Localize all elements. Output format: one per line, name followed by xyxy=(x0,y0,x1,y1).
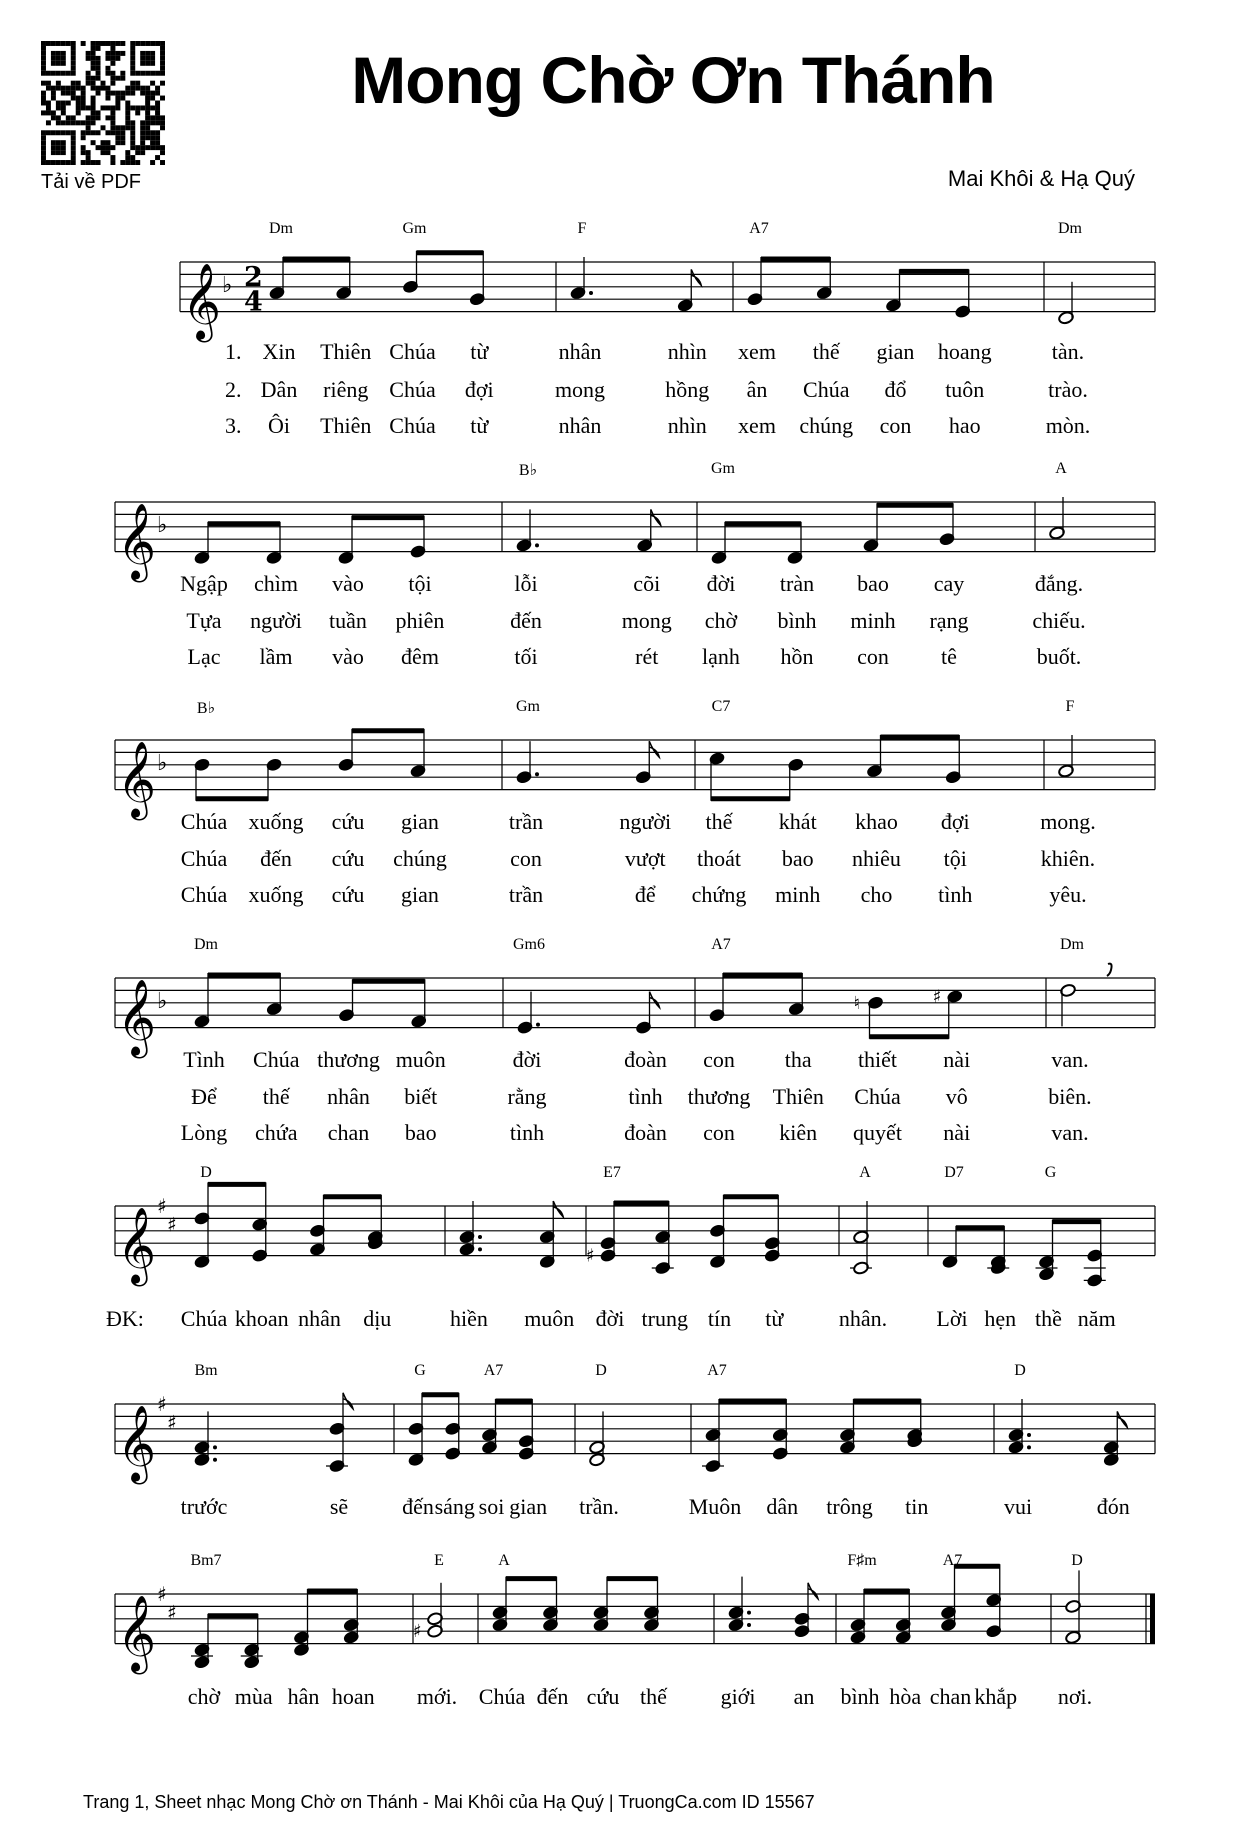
lyric-word: Chúa xyxy=(803,377,850,402)
verse-number: 2. xyxy=(225,377,242,402)
dot-icon xyxy=(478,1235,482,1239)
lyric-word: đến xyxy=(260,846,292,871)
flag-icon xyxy=(1117,1411,1127,1427)
lyric-word: Tựa xyxy=(186,608,222,633)
dot-icon xyxy=(213,1458,217,1462)
lyric-word: chúng xyxy=(393,846,447,871)
lyric-word: Để xyxy=(191,1084,217,1109)
lyric-word: xuống xyxy=(248,809,304,834)
lyric-word: mong. xyxy=(1040,809,1096,834)
lyric-word: nhìn xyxy=(667,339,707,364)
flat-key-signature-icon: ♭ xyxy=(157,750,168,776)
lyric-word: tình xyxy=(628,1084,663,1109)
lyric-word: vượt xyxy=(624,846,666,871)
lyric-word: Chúa xyxy=(389,339,436,364)
lyric-word: chờ xyxy=(187,1684,221,1709)
lyric-word: cứu xyxy=(586,1684,620,1709)
flag-icon xyxy=(651,509,661,525)
flag-icon xyxy=(650,992,660,1008)
chord-symbol: Gm xyxy=(711,459,735,477)
sharp-key-signature-icon: ♯ xyxy=(167,1212,177,1237)
treble-clef-icon: 𝄞 xyxy=(182,262,222,340)
chord-symbol: G xyxy=(414,1361,426,1379)
dot-icon xyxy=(589,291,593,295)
lyric-word: khát xyxy=(778,809,817,834)
lyric-word: tối xyxy=(514,644,538,669)
lyric-word: đợi xyxy=(464,377,494,402)
lyric-word: mong xyxy=(554,377,606,402)
lyric-word: xem xyxy=(738,413,776,438)
chord-symbol: B♭ xyxy=(196,699,216,717)
chord-symbol: F xyxy=(1065,697,1075,715)
lyric-word: hồng xyxy=(665,377,710,402)
treble-clef-icon: 𝄞 xyxy=(117,502,157,580)
lyric-word: tha xyxy=(784,1047,812,1072)
lyric-word: đợi xyxy=(940,809,970,834)
lyric-word: biết xyxy=(404,1084,438,1109)
dot-icon xyxy=(1027,1433,1031,1437)
chord-symbol: Dm xyxy=(269,219,293,237)
lyric-word: xem xyxy=(738,339,776,364)
dot-icon xyxy=(213,1445,217,1449)
sharp-key-signature-icon: ♯ xyxy=(167,1600,177,1625)
lyric-word: Muôn xyxy=(688,1494,742,1519)
chord-symbol: C7 xyxy=(711,697,731,715)
chord-symbol: A xyxy=(859,1163,871,1181)
chord-symbol: Gm6 xyxy=(513,935,545,953)
lyric-word: Thiên xyxy=(320,339,372,364)
sharp-key-signature-icon: ♯ xyxy=(157,1392,167,1416)
lyric-word: van. xyxy=(1051,1047,1089,1072)
lyric-word: Thiên xyxy=(320,413,372,438)
lyric-word: từ xyxy=(765,1306,784,1331)
lyric-word: năm xyxy=(1077,1306,1116,1331)
lyric-word: thế xyxy=(262,1084,290,1109)
download-pdf-link[interactable]: Tải về PDF xyxy=(41,171,142,193)
lyric-word: muôn xyxy=(524,1306,575,1331)
lyric-word: gian xyxy=(876,339,915,364)
lyric-word: chúng xyxy=(799,413,854,438)
lyric-word: mong xyxy=(621,608,672,633)
chord-symbol: A xyxy=(498,1551,510,1569)
lyric-word: ân xyxy=(746,377,768,402)
lyric-word: sẽ xyxy=(329,1494,349,1519)
dot-icon xyxy=(536,1023,540,1027)
lyric-word: lạnh xyxy=(702,644,740,669)
chord-symbol: A7 xyxy=(942,1551,963,1569)
lyric-word: an xyxy=(793,1684,815,1709)
lyric-word: trần xyxy=(508,809,544,834)
accidental-icon: ♯ xyxy=(932,986,942,1008)
lyric-word: dân xyxy=(766,1494,799,1519)
lyric-word: tràn xyxy=(779,571,815,596)
flat-key-signature-icon: ♭ xyxy=(157,988,168,1014)
lyric-word: van. xyxy=(1051,1120,1089,1145)
lyric-word: riêng xyxy=(323,377,369,402)
lyric-word: thương xyxy=(317,1047,380,1072)
lyric-word: thế xyxy=(705,809,733,834)
lyric-word: vào xyxy=(332,571,364,596)
lyric-word: người xyxy=(250,608,302,633)
dot-icon xyxy=(535,543,539,547)
lyric-word: tình xyxy=(938,882,973,907)
lyric-word: Lòng xyxy=(180,1120,228,1145)
lyric-word: nhân. xyxy=(838,1306,888,1331)
lyric-word: đến xyxy=(510,608,542,633)
lyric-word: Dân xyxy=(260,377,298,402)
lyric-word: quyết xyxy=(853,1120,902,1145)
lyric-word: Chúa xyxy=(180,809,228,834)
lyric-word: bao xyxy=(781,846,814,871)
lyric-word: hân xyxy=(287,1684,320,1709)
lyric-word: chan xyxy=(929,1684,972,1709)
lyric-word: đến xyxy=(402,1494,434,1519)
flag-icon xyxy=(649,741,659,757)
chord-symbol: Bm7 xyxy=(190,1551,222,1569)
breath-mark-icon xyxy=(1107,964,1112,976)
lyric-word: trông xyxy=(826,1494,873,1519)
lyric-word: nhân xyxy=(298,1306,341,1331)
lyric-word: mới. xyxy=(416,1684,458,1709)
lyric-word: khoan xyxy=(234,1306,289,1331)
lyric-word: Chúa xyxy=(180,1306,228,1331)
treble-clef-icon: 𝄞 xyxy=(117,740,157,818)
lyric-word: đêm xyxy=(401,644,439,669)
lyric-word: Chúa xyxy=(389,377,436,402)
lyric-word: con xyxy=(703,1120,735,1145)
flag-icon xyxy=(691,269,701,285)
lyric-word: con xyxy=(857,644,889,669)
lyric-word: gian xyxy=(509,1494,548,1519)
lyric-word: rạng xyxy=(929,608,969,633)
lyric-word: hòa xyxy=(889,1684,922,1709)
lyric-word: bình xyxy=(840,1684,880,1709)
lyric-word: tê xyxy=(941,644,957,669)
lyric-word: Chúa xyxy=(854,1084,901,1109)
page-footer: Trang 1, Sheet nhạc Mong Chờ ơn Thánh - Mai Khôi của Hạ Quý | TruongCa.com ID 15567 xyxy=(83,1792,815,1812)
lyric-word: cõi xyxy=(633,571,661,596)
lyric-word: hoan xyxy=(331,1684,375,1709)
lyric-word: đổ xyxy=(884,377,907,402)
chord-symbol: A7 xyxy=(707,1361,727,1379)
lyric-word: bao xyxy=(857,571,889,596)
lyric-word: vui xyxy=(1003,1494,1033,1519)
chord-symbol: A7 xyxy=(483,1361,504,1379)
lyric-word: yêu. xyxy=(1049,882,1087,907)
lyric-word: khắp xyxy=(974,1684,1018,1709)
chord-symbol: A7 xyxy=(711,935,731,953)
lyric-word: chứa xyxy=(255,1120,298,1145)
lyric-word: Ngập xyxy=(180,571,228,596)
flat-key-signature-icon: ♭ xyxy=(222,272,233,298)
chord-symbol: F♯m xyxy=(847,1551,877,1569)
lyric-word: trần. xyxy=(579,1494,619,1519)
lyric-word: cứu xyxy=(331,846,365,871)
flag-icon xyxy=(553,1201,563,1217)
time-signature-numerator: 2 xyxy=(244,261,263,293)
lyric-word: hẹn xyxy=(984,1306,1017,1331)
lyric-word: minh xyxy=(850,608,896,633)
lyric-word: hiền xyxy=(450,1306,488,1331)
lyric-word: đời xyxy=(595,1306,625,1331)
lyric-word: kiên xyxy=(779,1120,818,1145)
lyric-word: đón xyxy=(1096,1494,1130,1519)
sharp-key-signature-icon: ♯ xyxy=(157,1582,167,1606)
dot-icon xyxy=(535,772,539,776)
lyric-word: trào. xyxy=(1048,377,1088,402)
lyric-word: tín xyxy=(707,1306,732,1331)
lyric-word: muôn xyxy=(395,1047,446,1072)
chord-symbol: A xyxy=(1055,459,1067,477)
lyric-word: dịu xyxy=(363,1306,392,1331)
lyric-word: gian xyxy=(401,809,439,834)
lyric-word: chứng xyxy=(691,882,747,907)
lyric-word: xuống xyxy=(248,882,304,907)
lyric-word: Chúa xyxy=(478,1684,526,1709)
lyric-word: tình xyxy=(509,1120,545,1145)
lyric-word: đắng. xyxy=(1034,571,1084,596)
lyric-word: từ xyxy=(470,413,489,438)
dot-icon xyxy=(747,1611,751,1615)
lyric-word: thiết xyxy=(857,1047,898,1072)
composer: Mai Khôi & Hạ Quý xyxy=(947,166,1135,191)
lyric-word: từ xyxy=(470,339,489,364)
lyric-word: bao xyxy=(404,1120,437,1145)
treble-clef-icon: 𝄞 xyxy=(117,1404,157,1482)
lyric-word: tội xyxy=(408,571,432,596)
lyric-word: Chúa xyxy=(180,882,228,907)
lyric-word: bình xyxy=(777,608,817,633)
lyric-word: thề xyxy=(1035,1306,1062,1331)
lyric-word: để xyxy=(634,882,656,907)
lyric-word: con xyxy=(879,413,912,438)
lyric-word: tuôn xyxy=(945,377,985,402)
final-barline xyxy=(1150,1594,1155,1644)
lyric-word: nhiêu xyxy=(852,846,901,871)
lyric-word: gian xyxy=(401,882,439,907)
lyric-word: hoang xyxy=(937,339,992,364)
lyric-word: con xyxy=(703,1047,735,1072)
lyric-word: cứu xyxy=(331,882,365,907)
chord-symbol: D7 xyxy=(944,1163,964,1181)
accidental-icon: ♯ xyxy=(586,1245,595,1267)
lyric-word: cay xyxy=(933,571,965,596)
lyric-word: cho xyxy=(860,882,893,907)
lyric-word: đời xyxy=(512,1047,542,1072)
lyric-word: nhân xyxy=(327,1084,370,1109)
lyric-word: nơi. xyxy=(1057,1684,1093,1709)
lyric-word: khao xyxy=(855,809,898,834)
chord-symbol: B♭ xyxy=(518,461,538,479)
lyric-word: đến xyxy=(536,1684,569,1709)
treble-clef-icon: 𝄞 xyxy=(117,1594,157,1672)
lyric-word: nhân xyxy=(558,413,602,438)
lyric-word: Lời xyxy=(936,1306,968,1331)
chord-symbol: D xyxy=(200,1163,212,1181)
lyric-word: Tình xyxy=(183,1047,225,1072)
flat-key-signature-icon: ♭ xyxy=(157,512,168,538)
lyric-word: mòn. xyxy=(1045,413,1091,438)
chord-symbol: Gm xyxy=(402,219,427,237)
chord-symbol: G xyxy=(1044,1163,1057,1181)
treble-clef-icon: 𝄞 xyxy=(117,1206,157,1284)
lyric-word: chan xyxy=(327,1120,370,1145)
lyric-word: Chúa xyxy=(180,846,228,871)
lyric-word: trần xyxy=(508,882,544,907)
lyric-word: đời xyxy=(706,571,736,596)
dot-icon xyxy=(478,1247,482,1251)
lyric-word: thoát xyxy=(697,846,741,871)
chord-symbol: D xyxy=(595,1361,607,1379)
lyric-word: chiếu. xyxy=(1032,608,1086,633)
lyric-word: lầm xyxy=(259,644,293,669)
lyric-word: nài xyxy=(943,1120,971,1145)
lyric-word: người xyxy=(619,809,672,834)
lyric-word: nhìn xyxy=(667,413,707,438)
sharp-key-signature-icon: ♯ xyxy=(167,1410,177,1435)
lyric-word: thế xyxy=(640,1684,667,1709)
lyric-word: nhân xyxy=(558,339,602,364)
song-title: Mong Chờ Ơn Thánh xyxy=(351,43,995,117)
lyric-word: phiên xyxy=(395,608,445,633)
chord-symbol: A7 xyxy=(749,219,769,237)
dot-icon xyxy=(747,1623,751,1627)
lyric-word: Xin xyxy=(262,339,296,364)
lyric-word: rằng xyxy=(507,1084,547,1109)
chord-symbol: D xyxy=(1071,1551,1083,1569)
refrain-label: ĐK: xyxy=(106,1306,144,1331)
lyric-word: lỗi xyxy=(514,571,538,596)
lyric-word: chìm xyxy=(254,571,298,596)
lyric-word: trung xyxy=(641,1306,688,1331)
flag-icon xyxy=(808,1583,818,1599)
lyric-word: chờ xyxy=(704,608,738,633)
lyric-word: thương xyxy=(687,1084,751,1109)
chord-symbol: D xyxy=(1014,1361,1026,1379)
lyric-word: Chúa xyxy=(389,413,436,438)
lyric-word: sáng xyxy=(434,1494,475,1519)
lyric-word: buốt. xyxy=(1036,644,1082,669)
lyric-word: tin xyxy=(905,1494,929,1519)
lyric-word: Ôi xyxy=(268,413,290,438)
lyric-word: cứu xyxy=(331,809,365,834)
lyric-word: rét xyxy=(635,644,659,669)
lyric-word: mùa xyxy=(234,1684,273,1709)
lyric-word: tội xyxy=(943,846,967,871)
chord-symbol: Dm xyxy=(1058,219,1082,237)
accidental-icon: ♯ xyxy=(413,1621,422,1643)
lyric-word: thế xyxy=(812,339,840,364)
dot-icon xyxy=(1027,1445,1031,1449)
lyric-word: nài xyxy=(943,1047,971,1072)
lyric-word: trước xyxy=(180,1494,228,1519)
time-signature-denominator: 4 xyxy=(244,286,263,318)
chord-symbol: Dm xyxy=(1060,935,1084,953)
lyric-word: hao xyxy=(948,413,981,438)
chord-symbol: Dm xyxy=(194,935,218,953)
lyric-word: vào xyxy=(332,644,364,669)
lyric-word: biên. xyxy=(1048,1084,1092,1109)
chord-symbol: E7 xyxy=(603,1163,621,1181)
lyric-word: giới xyxy=(720,1684,756,1709)
lyric-word: minh xyxy=(775,882,821,907)
chord-symbol: F xyxy=(577,219,587,237)
lyric-word: Chúa xyxy=(253,1047,300,1072)
flag-icon xyxy=(343,1393,353,1409)
accidental-icon: ♮ xyxy=(853,992,860,1014)
sharp-key-signature-icon: ♯ xyxy=(157,1194,167,1218)
lyric-word: Lạc xyxy=(187,644,221,669)
lyric-word: hồn xyxy=(780,644,814,669)
chord-symbol: Bm xyxy=(194,1361,218,1379)
verse-number: 1. xyxy=(225,339,242,364)
chord-symbol: E xyxy=(434,1551,444,1569)
lyric-word: khiên. xyxy=(1040,846,1096,871)
lyric-word: Thiên xyxy=(772,1084,824,1109)
lyric-word: soi xyxy=(478,1494,505,1519)
lyric-word: đoàn xyxy=(624,1120,667,1145)
lyric-word: con xyxy=(510,846,542,871)
verse-number: 3. xyxy=(225,413,242,438)
lyric-word: tàn. xyxy=(1051,339,1085,364)
lyric-word: vô xyxy=(945,1084,968,1109)
chord-symbol: Gm xyxy=(516,697,540,715)
lyric-word: tuần xyxy=(329,608,367,633)
lyric-word: đoàn xyxy=(624,1047,667,1072)
treble-clef-icon: 𝄞 xyxy=(117,978,157,1056)
